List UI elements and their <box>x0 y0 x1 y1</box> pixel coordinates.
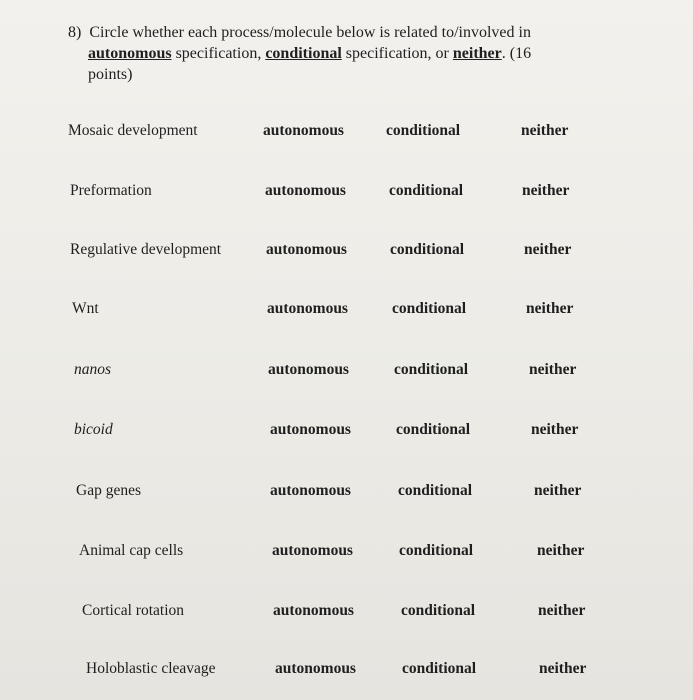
row-term: Animal cap cells <box>79 542 184 559</box>
option-neither[interactable]: neither <box>522 182 570 199</box>
option-neither[interactable]: neither <box>529 361 577 378</box>
option-neither[interactable]: neither <box>538 602 586 619</box>
keyword-conditional: conditional <box>265 45 342 62</box>
answer-row-animal-cap-cells <box>0 542 693 572</box>
option-autonomous[interactable]: autonomous <box>270 421 351 438</box>
answer-row-mosaic-development <box>0 122 693 152</box>
option-autonomous[interactable]: autonomous <box>265 182 346 199</box>
option-neither[interactable]: neither <box>526 300 574 317</box>
row-term: Regulative development <box>70 241 222 258</box>
row-term: Preformation <box>70 182 152 199</box>
row-term: Holoblastic cleavage <box>86 660 216 677</box>
question-text-mid-2: specification, or <box>341 45 453 62</box>
option-neither[interactable]: neither <box>534 482 582 499</box>
option-neither[interactable]: neither <box>539 660 587 677</box>
option-conditional[interactable]: conditional <box>392 300 467 317</box>
option-neither[interactable]: neither <box>524 241 572 258</box>
option-neither[interactable]: neither <box>531 421 579 438</box>
row-term: Gap genes <box>76 482 141 499</box>
option-conditional[interactable]: conditional <box>389 182 464 199</box>
answer-row-gap-genes <box>0 482 693 512</box>
row-term: Mosaic development <box>68 122 198 139</box>
option-conditional[interactable]: conditional <box>399 542 474 559</box>
question-line-2 <box>68 43 668 64</box>
row-term: nanos <box>74 361 112 378</box>
row-term: Cortical rotation <box>82 602 185 619</box>
answer-row-bicoid <box>0 421 693 451</box>
option-autonomous[interactable]: autonomous <box>267 300 348 317</box>
answer-row-holoblastic-cleavage <box>0 660 693 690</box>
row-term: bicoid <box>74 421 113 438</box>
question-points: . (16 <box>501 45 532 62</box>
answer-row-cortical-rotation <box>0 602 693 632</box>
option-conditional[interactable]: conditional <box>394 361 469 378</box>
option-autonomous[interactable]: autonomous <box>275 660 356 677</box>
question-line-3: points) <box>88 66 133 83</box>
option-conditional[interactable]: conditional <box>401 602 476 619</box>
question-number: 8) <box>68 24 82 41</box>
question-line-1: Circle whether each process/molecule below is related to/involved in <box>89 24 531 41</box>
option-autonomous[interactable]: autonomous <box>268 361 349 378</box>
answer-row-preformation <box>0 182 693 212</box>
option-autonomous[interactable]: autonomous <box>270 482 351 499</box>
question-prompt <box>68 22 668 85</box>
answer-row-nanos <box>0 361 693 391</box>
question-text-mid-1: specification, <box>171 45 266 62</box>
keyword-neither: neither <box>452 45 502 62</box>
option-neither[interactable]: neither <box>537 542 585 559</box>
answer-row-wnt <box>0 300 693 330</box>
option-autonomous[interactable]: autonomous <box>263 122 344 139</box>
option-autonomous[interactable]: autonomous <box>266 241 347 258</box>
option-conditional[interactable]: conditional <box>402 660 477 677</box>
option-conditional[interactable]: conditional <box>396 421 471 438</box>
option-conditional[interactable]: conditional <box>398 482 473 499</box>
answer-row-regulative-development <box>0 241 693 271</box>
keyword-autonomous: autonomous <box>88 45 172 62</box>
option-conditional[interactable]: conditional <box>386 122 461 139</box>
row-term: Wnt <box>72 300 99 317</box>
option-neither[interactable]: neither <box>521 122 569 139</box>
option-autonomous[interactable]: autonomous <box>273 602 354 619</box>
option-autonomous[interactable]: autonomous <box>272 542 353 559</box>
option-conditional[interactable]: conditional <box>390 241 465 258</box>
